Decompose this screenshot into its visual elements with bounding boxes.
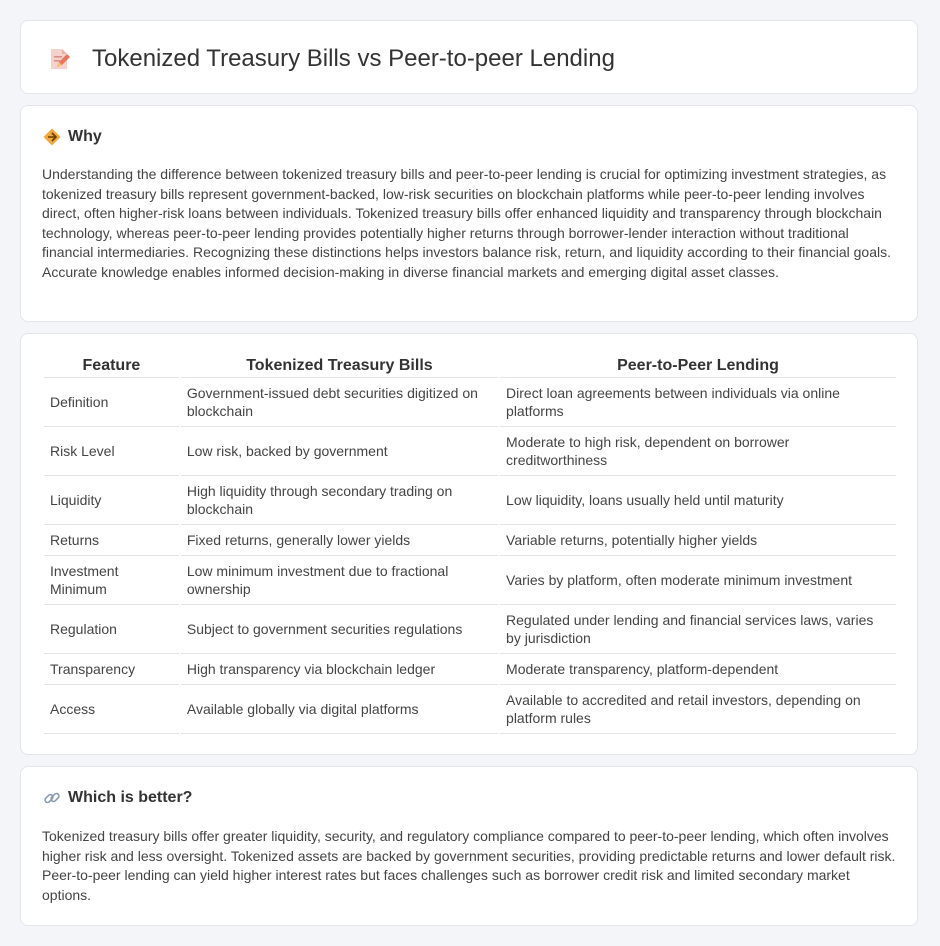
- table-cell: Low minimum investment due to fractional ownership: [181, 556, 498, 605]
- link-icon: [43, 789, 61, 807]
- table-row: [44, 378, 896, 427]
- table-header-row: [44, 356, 896, 378]
- better-text: Tokenized treasury bills offer greater liquidity, security, and regulatory compliance compared to peer-to-peer lending, which often involves higher risk and less oversight. Tokenized assets are backed by government securities, providing predictable returns and lower default risk. Peer-to-peer lending can yield higher interest rates but faces challenges such as borrower credit risk and limited secondary market options.: [42, 828, 896, 903]
- comparison-table: [42, 356, 898, 734]
- table-cell: Moderate transparency, platform-dependent: [500, 654, 896, 685]
- table-cell: Liquidity: [44, 476, 179, 525]
- why-text: Understanding the difference between tokenized treasury bills and peer-to-peer lending is crucial for optimizing investment strategies, as tokenized treasury bills represent government-backed, low-risk securities on blockchain platforms while peer-to-peer lending involves direct, often higher-risk loans between individuals. Tokenized treasury bills offer enhanced liquidity and transparency through blockchain technology, whereas peer-to-peer lending provides potentially higher returns through borrower-lender interaction without traditional financial intermediaries. Recognizing these distinctions helps investors balance risk, return, and liquidity according to their financial goals. Accurate knowledge enables informed decision-making in diverse financial markets and emerging digital asset classes.: [42, 166, 892, 280]
- table-cell: Government-issued debt securities digitized on blockchain: [181, 378, 498, 427]
- table-cell: Fixed returns, generally lower yields: [181, 525, 498, 556]
- table-cell: Regulated under lending and financial services laws, varies by jurisdiction: [500, 605, 896, 654]
- table-cell: High liquidity through secondary trading on blockchain: [181, 476, 498, 525]
- document-edit-icon: [48, 47, 70, 71]
- table-cell: Risk Level: [44, 427, 179, 476]
- page-title: Tokenized Treasury Bills vs Peer-to-peer Lending: [92, 45, 615, 72]
- column-header: Feature: [44, 356, 179, 378]
- table-row: [44, 556, 896, 605]
- title-card: [20, 20, 918, 94]
- which-is-better-section: [20, 766, 918, 926]
- comparison-table-card: [20, 333, 918, 755]
- diamond-arrows-icon: [43, 128, 61, 146]
- table-cell: Returns: [44, 525, 179, 556]
- table-cell: Direct loan agreements between individuals via online platforms: [500, 378, 896, 427]
- table-row: [44, 654, 896, 685]
- table-cell: Low liquidity, loans usually held until maturity: [500, 476, 896, 525]
- table-cell: High transparency via blockchain ledger: [181, 654, 498, 685]
- table-cell: Access: [44, 685, 179, 734]
- table-cell: Regulation: [44, 605, 179, 654]
- table-cell: Subject to government securities regulations: [181, 605, 498, 654]
- table-cell: Available to accredited and retail investors, depending on platform rules: [500, 685, 896, 734]
- table-row: [44, 525, 896, 556]
- table-row: [44, 427, 896, 476]
- table-cell: Variable returns, potentially higher yields: [500, 525, 896, 556]
- table-row: [44, 685, 896, 734]
- table-cell: Available globally via digital platforms: [181, 685, 498, 734]
- table-cell: Low risk, backed by government: [181, 427, 498, 476]
- table-cell: Moderate to high risk, dependent on borrower creditworthiness: [500, 427, 896, 476]
- why-heading: Why: [68, 128, 102, 145]
- table-cell: Definition: [44, 378, 179, 427]
- why-section: [20, 105, 918, 322]
- column-header: Tokenized Treasury Bills: [181, 356, 498, 378]
- table-cell: Investment Minimum: [44, 556, 179, 605]
- table-cell: Varies by platform, often moderate minimum investment: [500, 556, 896, 605]
- table-row: [44, 605, 896, 654]
- better-heading: Which is better?: [68, 789, 193, 806]
- column-header: Peer-to-Peer Lending: [500, 356, 896, 378]
- table-cell: Transparency: [44, 654, 179, 685]
- table-row: [44, 476, 896, 525]
